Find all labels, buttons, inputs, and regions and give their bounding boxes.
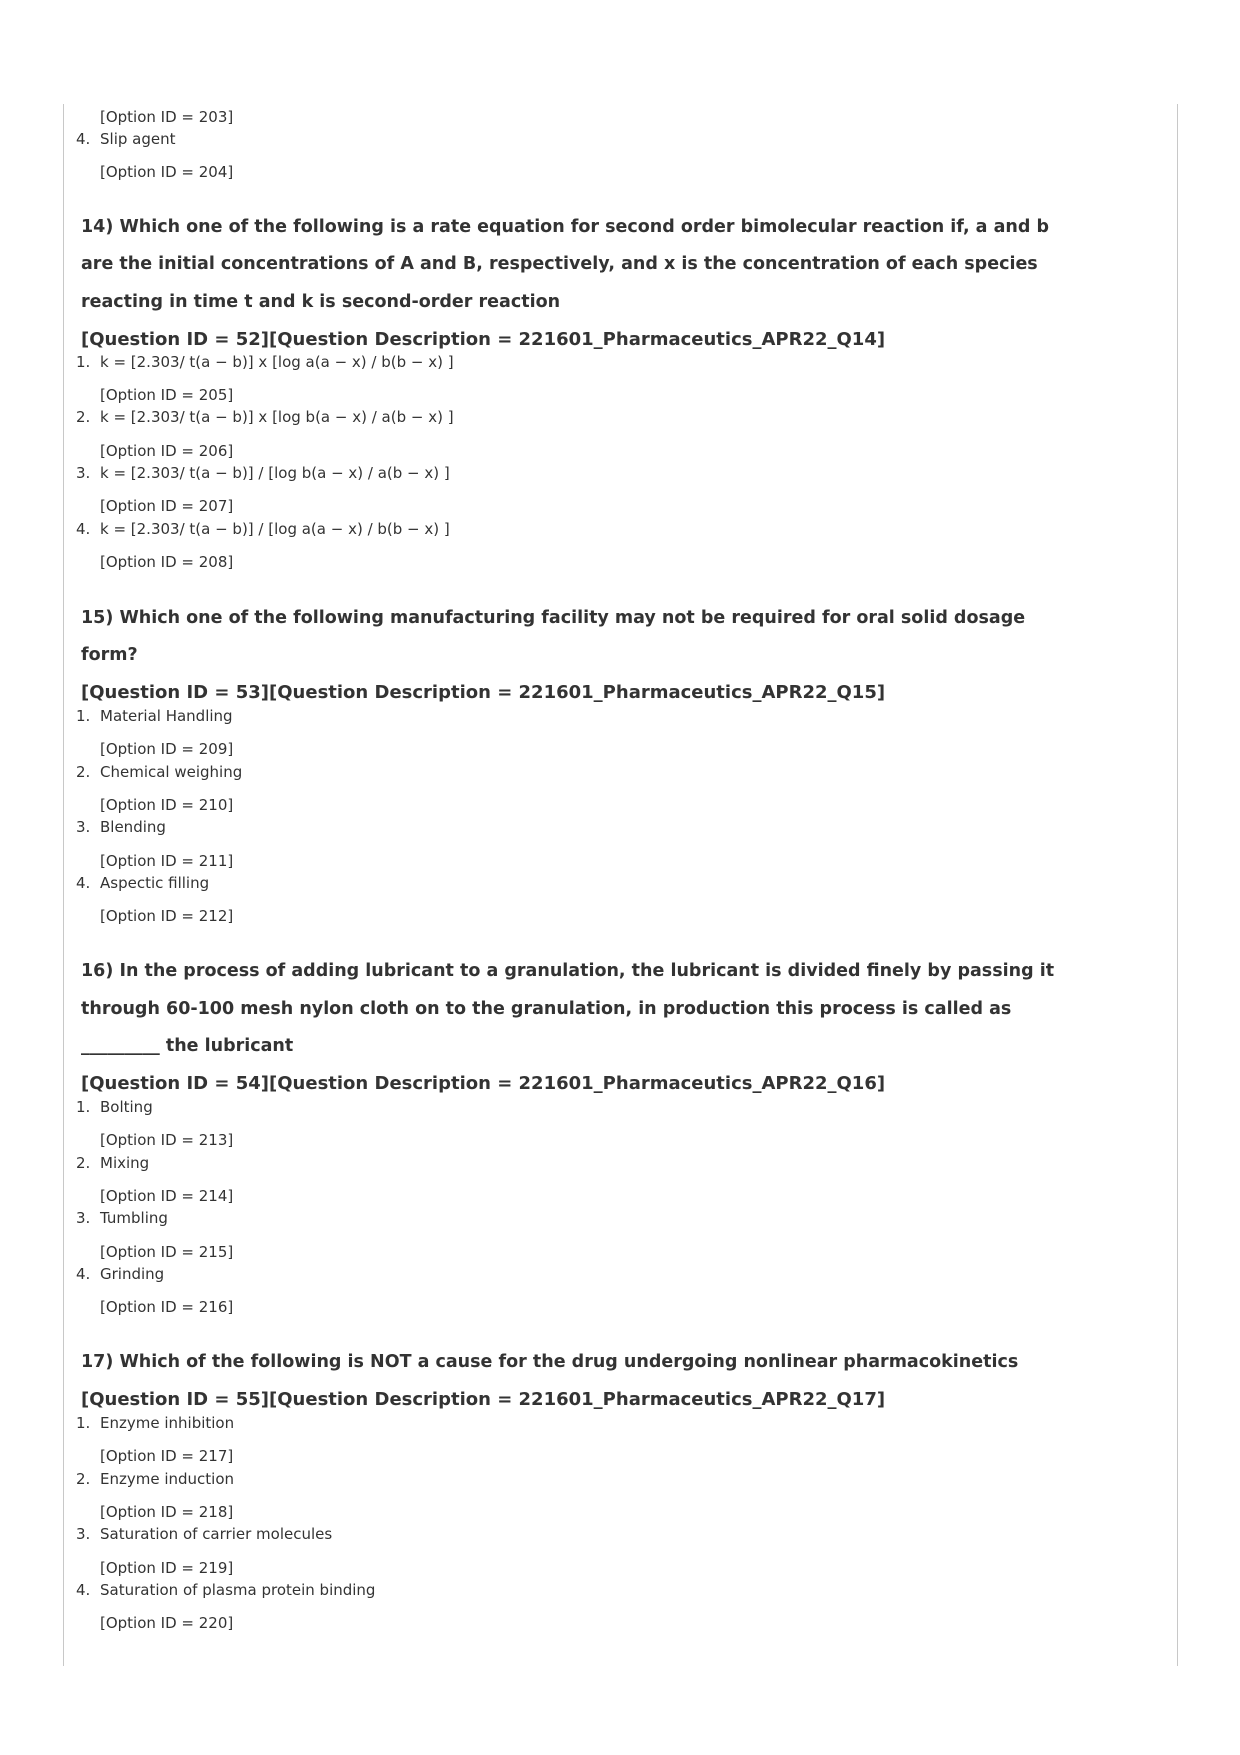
question-text: 14) Which one of the following is a rate equation for second order bimolecular reaction if, a and b: [81, 217, 1049, 237]
option-number: 1.: [76, 353, 91, 371]
option-item: [76, 873, 209, 893]
option-id: [Option ID = 218]: [100, 1503, 234, 1521]
option-text: Saturation of plasma protein binding: [100, 1581, 376, 1599]
option-id: [Option ID = 214]: [100, 1187, 234, 1205]
option-item: [76, 1413, 234, 1433]
option-item: [76, 1097, 153, 1117]
option-text: Bolting: [100, 1098, 153, 1116]
option-id: [Option ID = 205]: [100, 386, 234, 404]
question-meta: [Question ID = 54][Question Description = 221601_Pharmaceutics_APR22_Q16]: [81, 1073, 886, 1094]
option-text: Material Handling: [100, 707, 233, 725]
option-item: [76, 129, 175, 149]
question-text: _________ the lubricant: [81, 1036, 294, 1056]
option-text: k = [2.303/ t(a − b)] / [log a(a − x) / b(b − x) ]: [100, 520, 450, 538]
option-number: 4.: [76, 130, 91, 148]
option-id: [Option ID = 212]: [100, 907, 234, 925]
option-id: [Option ID = 216]: [100, 1298, 234, 1316]
option-text: Blending: [100, 818, 166, 836]
option-number: 3.: [76, 1209, 91, 1227]
option-text: Tumbling: [100, 1209, 168, 1227]
question-text: 17) Which of the following is NOT a cause for the drug undergoing nonlinear pharmacokinetics: [81, 1352, 1019, 1372]
option-item: [76, 519, 450, 539]
option-number: 4.: [76, 520, 91, 538]
option-text: Enzyme inhibition: [100, 1414, 235, 1432]
option-text: k = [2.303/ t(a − b)] x [log b(a − x) / a(b − x) ]: [100, 408, 454, 426]
option-number: 4.: [76, 1265, 91, 1283]
option-number: 3.: [76, 1525, 91, 1543]
option-item: [76, 463, 450, 483]
option-id: [Option ID = 213]: [100, 1131, 234, 1149]
option-item: [76, 352, 454, 372]
option-id: [Option ID = 206]: [100, 442, 234, 460]
option-item: [76, 817, 166, 837]
option-number: 4.: [76, 874, 91, 892]
option-id: [Option ID = 207]: [100, 497, 234, 515]
option-number: 1.: [76, 1098, 91, 1116]
option-number: 4.: [76, 1581, 91, 1599]
option-item: [76, 706, 233, 726]
option-number: 2.: [76, 763, 91, 781]
option-text: Grinding: [100, 1265, 165, 1283]
option-item: [76, 762, 242, 782]
option-text: k = [2.303/ t(a − b)] / [log b(a − x) / a(b − x) ]: [100, 464, 450, 482]
option-text: Slip agent: [100, 130, 176, 148]
question-text: are the initial concentrations of A and B, respectively, and x is the concentration of each species: [81, 254, 1038, 274]
option-text: Saturation of carrier molecules: [100, 1525, 333, 1543]
option-text: Chemical weighing: [100, 763, 243, 781]
option-item: [76, 407, 454, 427]
page-frame-left-border: [63, 104, 64, 1666]
question-text: 15) Which one of the following manufacturing facility may not be required for oral solid dosage: [81, 608, 1026, 628]
option-item: [76, 1469, 234, 1489]
question-meta: [Question ID = 52][Question Description = 221601_Pharmaceutics_APR22_Q14]: [81, 329, 886, 350]
question-text: form?: [81, 645, 138, 665]
option-number: 3.: [76, 464, 91, 482]
option-number: 2.: [76, 1470, 91, 1488]
option-item: [76, 1264, 164, 1284]
option-id: [Option ID = 204]: [100, 163, 234, 181]
option-id: [Option ID = 219]: [100, 1559, 234, 1577]
option-text: k = [2.303/ t(a − b)] x [log a(a − x) / b(b − x) ]: [100, 353, 454, 371]
option-number: 1.: [76, 707, 91, 725]
question-text: reacting in time t and k is second-order reaction: [81, 292, 561, 312]
question-meta: [Question ID = 53][Question Description = 221601_Pharmaceutics_APR22_Q15]: [81, 682, 886, 703]
option-item: [76, 1580, 375, 1600]
question-text: 16) In the process of adding lubricant to a granulation, the lubricant is divided finely by passing it: [81, 961, 1055, 981]
option-item: [76, 1208, 168, 1228]
option-item: [76, 1153, 149, 1173]
option-text: Mixing: [100, 1154, 150, 1172]
option-id: [Option ID = 215]: [100, 1243, 234, 1261]
option-text: Aspectic filling: [100, 874, 210, 892]
page-frame-right-border: [1177, 104, 1178, 1666]
question-meta: [Question ID = 55][Question Description = 221601_Pharmaceutics_APR22_Q17]: [81, 1389, 886, 1410]
option-number: 3.: [76, 818, 91, 836]
option-number: 1.: [76, 1414, 91, 1432]
option-id: [Option ID = 211]: [100, 852, 234, 870]
option-id: [Option ID = 210]: [100, 796, 234, 814]
option-id: [Option ID = 217]: [100, 1447, 234, 1465]
option-id: [Option ID = 208]: [100, 553, 234, 571]
option-id: [Option ID = 220]: [100, 1614, 234, 1632]
option-text: Enzyme induction: [100, 1470, 235, 1488]
option-number: 2.: [76, 408, 91, 426]
question-text: through 60-100 mesh nylon cloth on to the granulation, in production this process is called as: [81, 999, 1012, 1019]
option-id: [Option ID = 203]: [100, 108, 234, 126]
option-id: [Option ID = 209]: [100, 740, 234, 758]
option-item: [76, 1524, 332, 1544]
option-number: 2.: [76, 1154, 91, 1172]
